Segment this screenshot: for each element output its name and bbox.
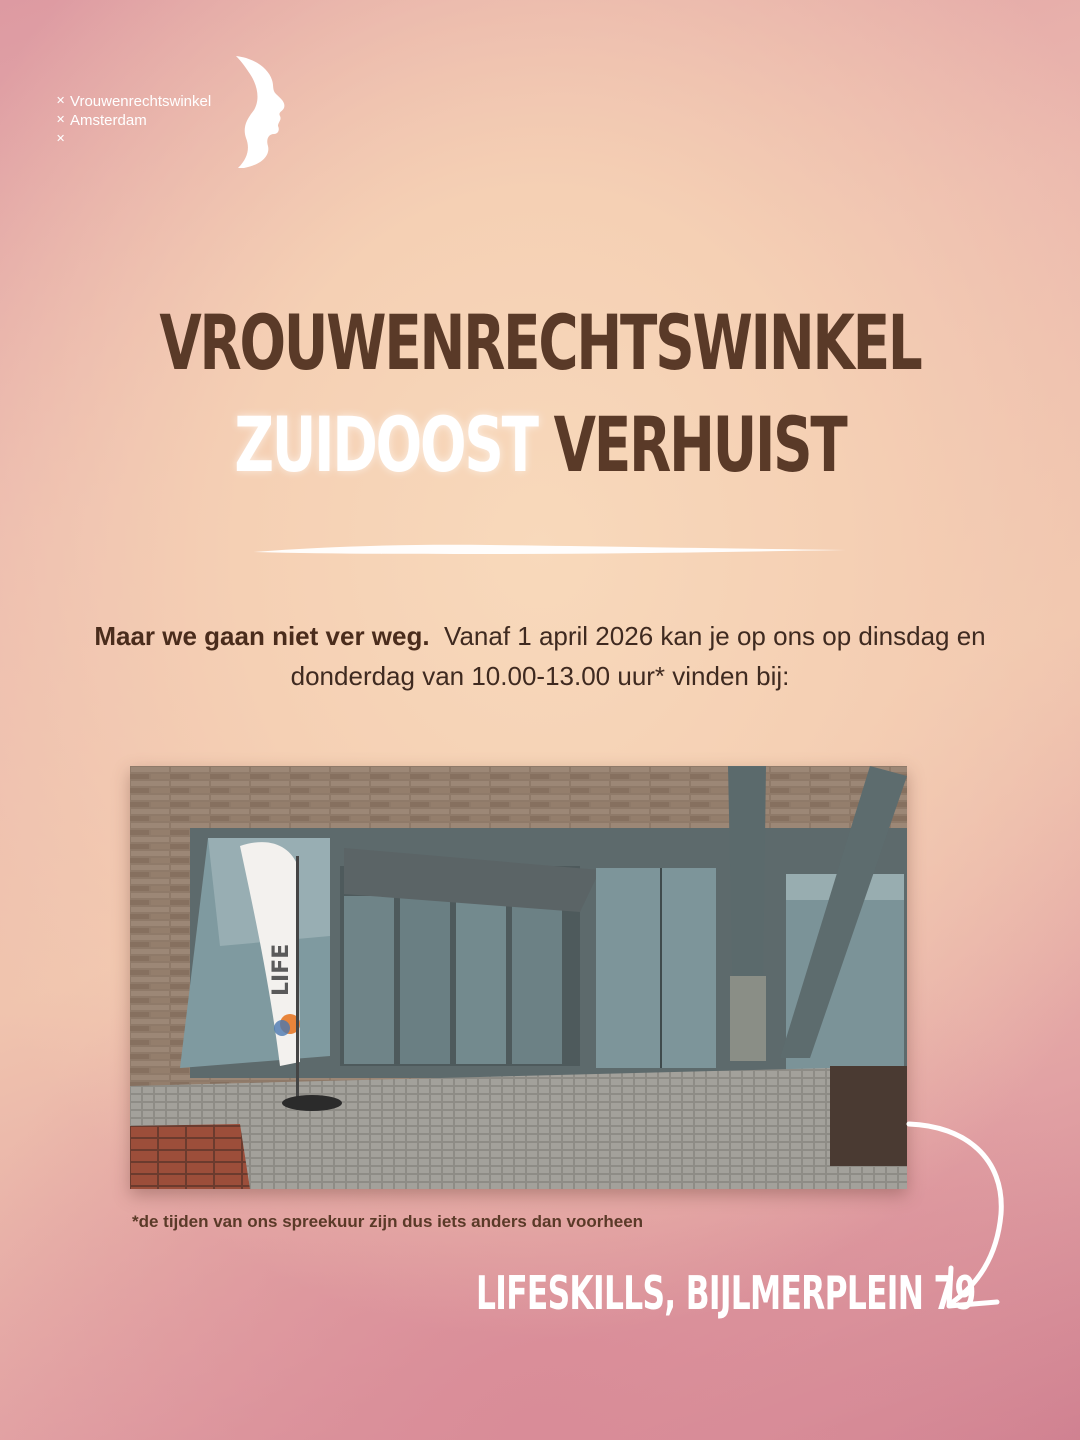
logo [56, 58, 306, 176]
footnote: *de tijden van ons spreekuur zijn dus iets anders dan voorheen [132, 1212, 644, 1231]
building-illustration [130, 766, 907, 1189]
face-profile-icon [234, 54, 296, 170]
flag-text: LIFE [269, 943, 294, 996]
headline-rest: VERHUIST [553, 400, 846, 489]
headline-highlight: ZUIDOOST [234, 400, 537, 489]
brush-stroke-divider [250, 538, 850, 560]
logo-city: Amsterdam [70, 112, 147, 129]
intro-rest: Vanaf 1 april 2026 kan je op ons op dinsdag en donderdag van 10.00-13.00 uur* vinden bij: [290, 621, 986, 691]
headline [151, 292, 929, 496]
logo-line-1 [56, 92, 211, 111]
logo-line-3 [56, 130, 211, 149]
logo-text [56, 92, 211, 149]
cross-mark-icon: ✕ [56, 133, 66, 145]
building-photo [130, 766, 907, 1189]
logo-line-2 [56, 111, 211, 130]
logo-name: Vrouwenrechtswinkel [70, 93, 212, 110]
cross-mark-icon: ✕ [56, 114, 66, 126]
intro-text [80, 616, 1000, 696]
address: LIFESKILLS, BIJLMERPLEIN 79 [476, 1266, 976, 1320]
headline-line-1: VROUWENRECHTSWINKEL [159, 298, 921, 387]
headline-line-2 [151, 394, 929, 496]
cross-mark-icon: ✕ [56, 95, 66, 107]
intro-bold: Maar we gaan niet ver weg. [94, 621, 430, 651]
